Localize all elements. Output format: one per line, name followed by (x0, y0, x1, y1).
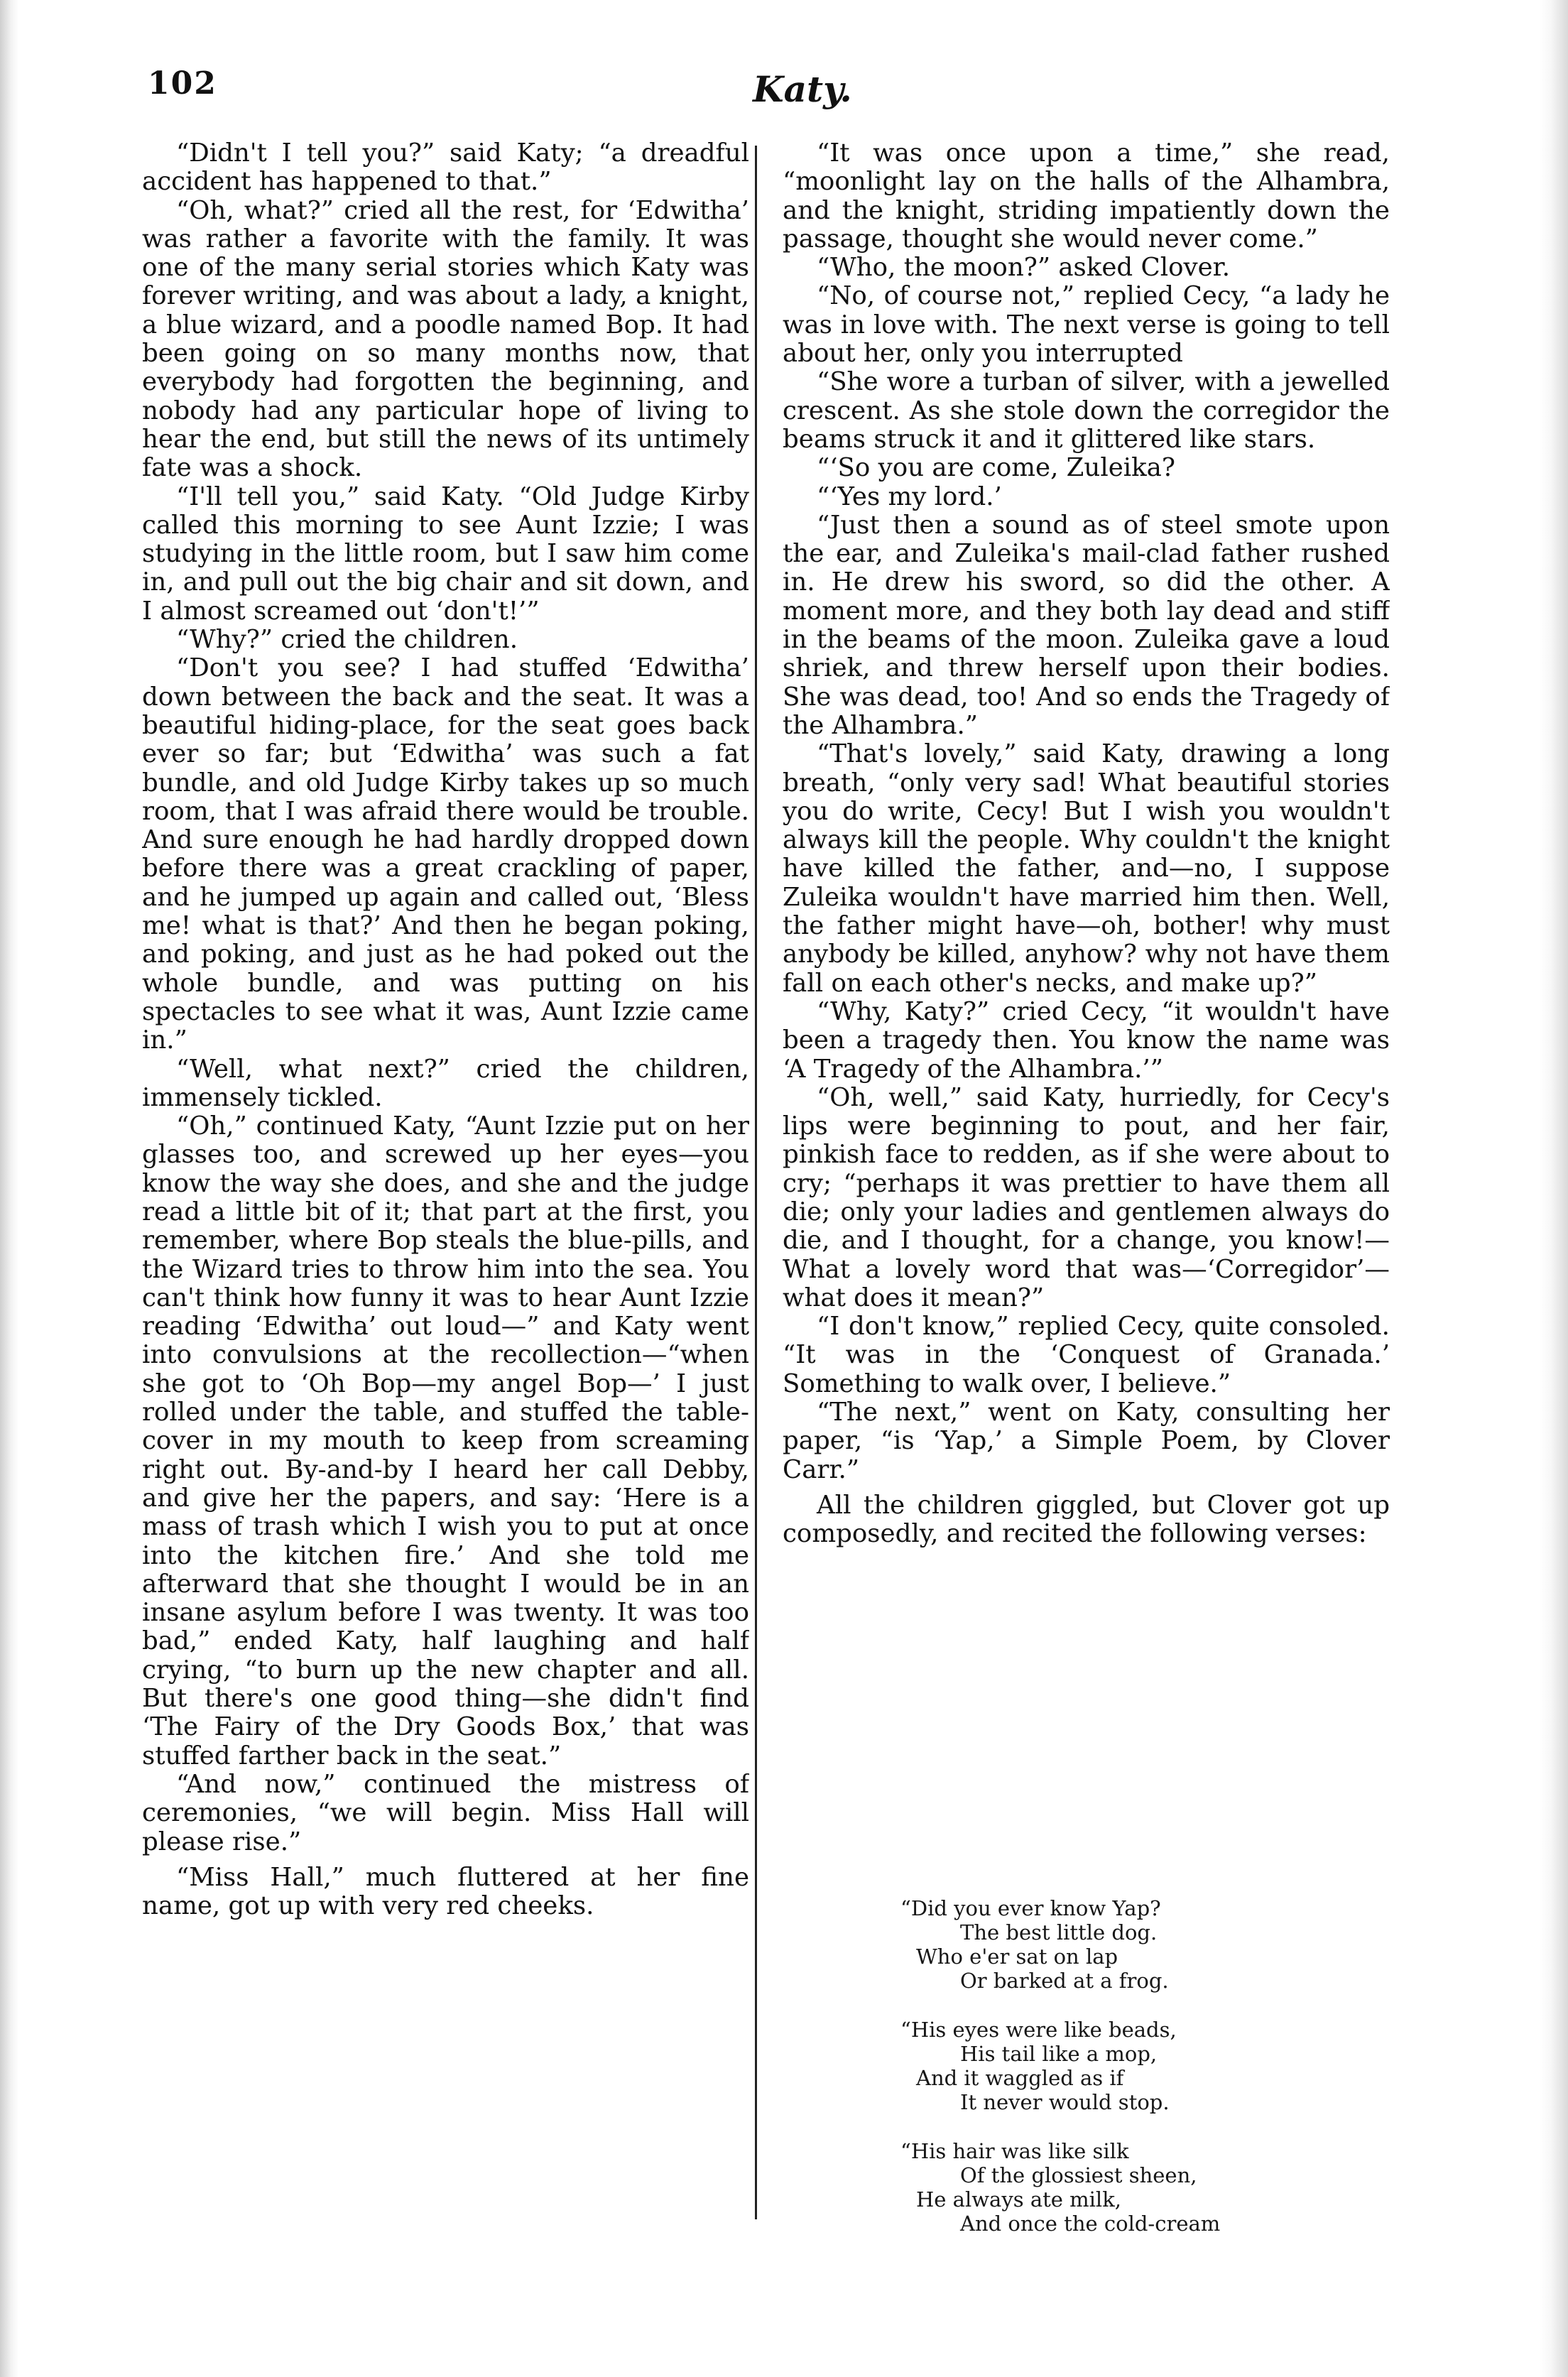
page-edge-right (1540, 0, 1568, 2377)
paragraph: “She wore a turban of silver, with a jewelled crescent. As she stole down the corregidor the beams struck it and it glittered like stars. (783, 367, 1390, 454)
paragraph: “Oh,” continued Katy, “Aunt Izzie put on her glasses too, and screwed up her eyes—you know the way she does, and she and the judge read a little bit of it; that part at the first, you remember, where Bop steals the blue-pills, and the Wizard tries to throw him into the sea. You can't think how funny it was to hear Aunt Izzie reading ‘Edwitha’ out loud—” and Katy went into convulsions at the recollection—“when she got to ‘Oh Bop—my angel Bop—’ I just rolled under the table, and stuffed the table-cover in my mouth to keep from screaming right out. By-and-by I heard her call Debby, and give her the papers, and say: ‘Here is a mass of trash which I wish you to put at once into the kitchen fire.’ And she told me afterward that she thought I would be in an insane asylum before I was twenty. It was too bad,” ended Katy, half laughing and half crying, “to burn up the new chapter and all. But there's one good thing—she didn't find ‘The Fairy of the Dry Goods Box,’ that was stuffed farther back in the seat.” (142, 1111, 749, 1770)
paragraph: “The next,” went on Katy, consulting her paper, “is ‘Yap,’ a Simple Poem, by Clover Carr.” (783, 1398, 1390, 1484)
poem-line: The best little dog. (960, 1920, 1158, 1944)
poem-line: “Did you ever know Yap? (900, 1896, 1161, 1920)
paragraph: “I don't know,” replied Cecy, quite consoled. “It was in the ‘Conquest of Granada.’ Something to walk over, I believe.” (783, 1312, 1390, 1398)
poem-line: It never would stop. (960, 2090, 1170, 2114)
poem-line: “His hair was like silk (900, 2139, 1129, 2163)
paragraph: “That's lovely,” said Katy, drawing a long breath, “only very sad! What beautiful stories you do write, Cecy! But I wish you wouldn't always kill the people. Why couldn't the knight have killed the father, and—no, I suppose Zuleika wouldn't have married him then. Well, the father might have—oh, bother! why must anybody be killed, anyhow? why not have them fall on each other's necks, and make up?” (783, 739, 1390, 998)
paragraph: All the children giggled, but Clover got up composedly, and recited the following verses: (783, 1490, 1390, 1549)
poem-line: “His eyes were like beads, (900, 2018, 1177, 2042)
paragraph: “It was once upon a time,” she read, “moonlight lay on the halls of the Alhambra, and the knight, striding impatiently down the passage, thought she would never come.” (783, 139, 1390, 254)
paragraph: “‘Yes my lord.’ (817, 482, 1002, 511)
page-number: 102 (148, 65, 217, 102)
paragraph: “Who, the moon?” asked Clover. (817, 253, 1231, 283)
paragraph: “Miss Hall,” much fluttered at her fine name, got up with very red cheeks. (142, 1862, 749, 1921)
poem-stanza (900, 2139, 1314, 2236)
running-head-title: Katy. (753, 68, 852, 110)
paragraph: “Didn't I tell you?” said Katy; “a dreadful accident has happened to that.” (142, 139, 749, 197)
paragraph: “Just then a sound as of steel smote upon the ear, and Zuleika's mail-clad father rushed in. He drew his sword, so did the other. A moment more, and they both lay dead and stiff in the beams of the moon. Zuleika gave a loud shriek, and threw herself upon their bodies. She was dead, too! And so ends the Tragedy of the Alhambra.” (783, 510, 1390, 740)
paragraph: “Oh, well,” said Katy, hurriedly, for Cecy's lips were beginning to pout, and her fair, pinkish face to redden, as if she were about to cry; “perhaps it was prettier to have them all die; only your ladies and gentlemen always do die, and I thought, for a change, you know!—What a lovely word that was—‘Corregidor’—what does it mean?” (783, 1082, 1390, 1312)
paragraph: “I'll tell you,” said Katy. “Old Judge Kirby called this morning to see Aunt Izzie; I was studying in the little room, but I saw him come in, and pull out the big chair and sit down, and I almost screamed out ‘don't!’” (142, 482, 749, 626)
poem-line: And once the cold-cream (960, 2212, 1221, 2236)
poem-line: He always ate milk, (916, 2187, 1121, 2212)
paragraph: “‘So you are come, Zuleika? (817, 453, 1175, 483)
left-column (142, 139, 749, 2216)
paragraph: “Well, what next?” cried the children, immensely tickled. (142, 1054, 749, 1112)
poem-line: And it waggled as if (916, 2066, 1124, 2090)
column-rule (755, 146, 757, 2219)
poem-line: His tail like a mop, (960, 2042, 1158, 2066)
poem (900, 1896, 1314, 2261)
paragraph: “Oh, what?” cried all the rest, for ‘Edwitha’ was rather a favorite with the family. It was one of the many serial stories which Katy was forever writing, and was about a lady, a knight, a blue wizard, and a poodle named Bop. It had been going on so many months now, that everybody had forgotten the beginning, and nobody had any particular hope of living to hear the end, but still the news of its untimely fate was a shock. (142, 195, 749, 483)
poem-stanza (900, 2018, 1314, 2114)
page-edge-left (0, 0, 18, 2377)
poem-stanza (900, 1896, 1314, 1993)
poem-line: Who e'er sat on lap (916, 1944, 1118, 1969)
right-column (783, 139, 1390, 1900)
paragraph: “Why, Katy?” cried Cecy, “it wouldn't have been a tragedy then. You know the name was ‘A Tragedy of the Alhambra.’” (783, 996, 1390, 1084)
poem-line: Or barked at a frog. (960, 1969, 1169, 1993)
poem-line: Of the glossiest sheen, (960, 2163, 1197, 2187)
paragraph: “Don't you see? I had stuffed ‘Edwitha’ down between the back and the seat. It was a beautiful hiding-place, for the seat goes back ever so far; but ‘Edwitha’ was such a fat bundle, and old Judge Kirby takes up so much room, that I was afraid there would be trouble. And sure enough he had hardly dropped down before there was a great crackling of paper, and he jumped up again and called out, ‘Bless me! what is that?’ And then he began poking, and poking, and just as he had poked out the whole bundle, and was putting on his spectacles to see what it was, Aunt Izzie came in.” (142, 653, 749, 1055)
paragraph: “No, of course not,” replied Cecy, “a lady he was in love with. The next verse is going to tell about her, only you interrupted (783, 281, 1390, 369)
paragraph: “Why?” cried the children. (176, 625, 518, 655)
paragraph: “And now,” continued the mistress of ceremonies, “we will begin. Miss Hall will please rise.” (142, 1769, 749, 1856)
